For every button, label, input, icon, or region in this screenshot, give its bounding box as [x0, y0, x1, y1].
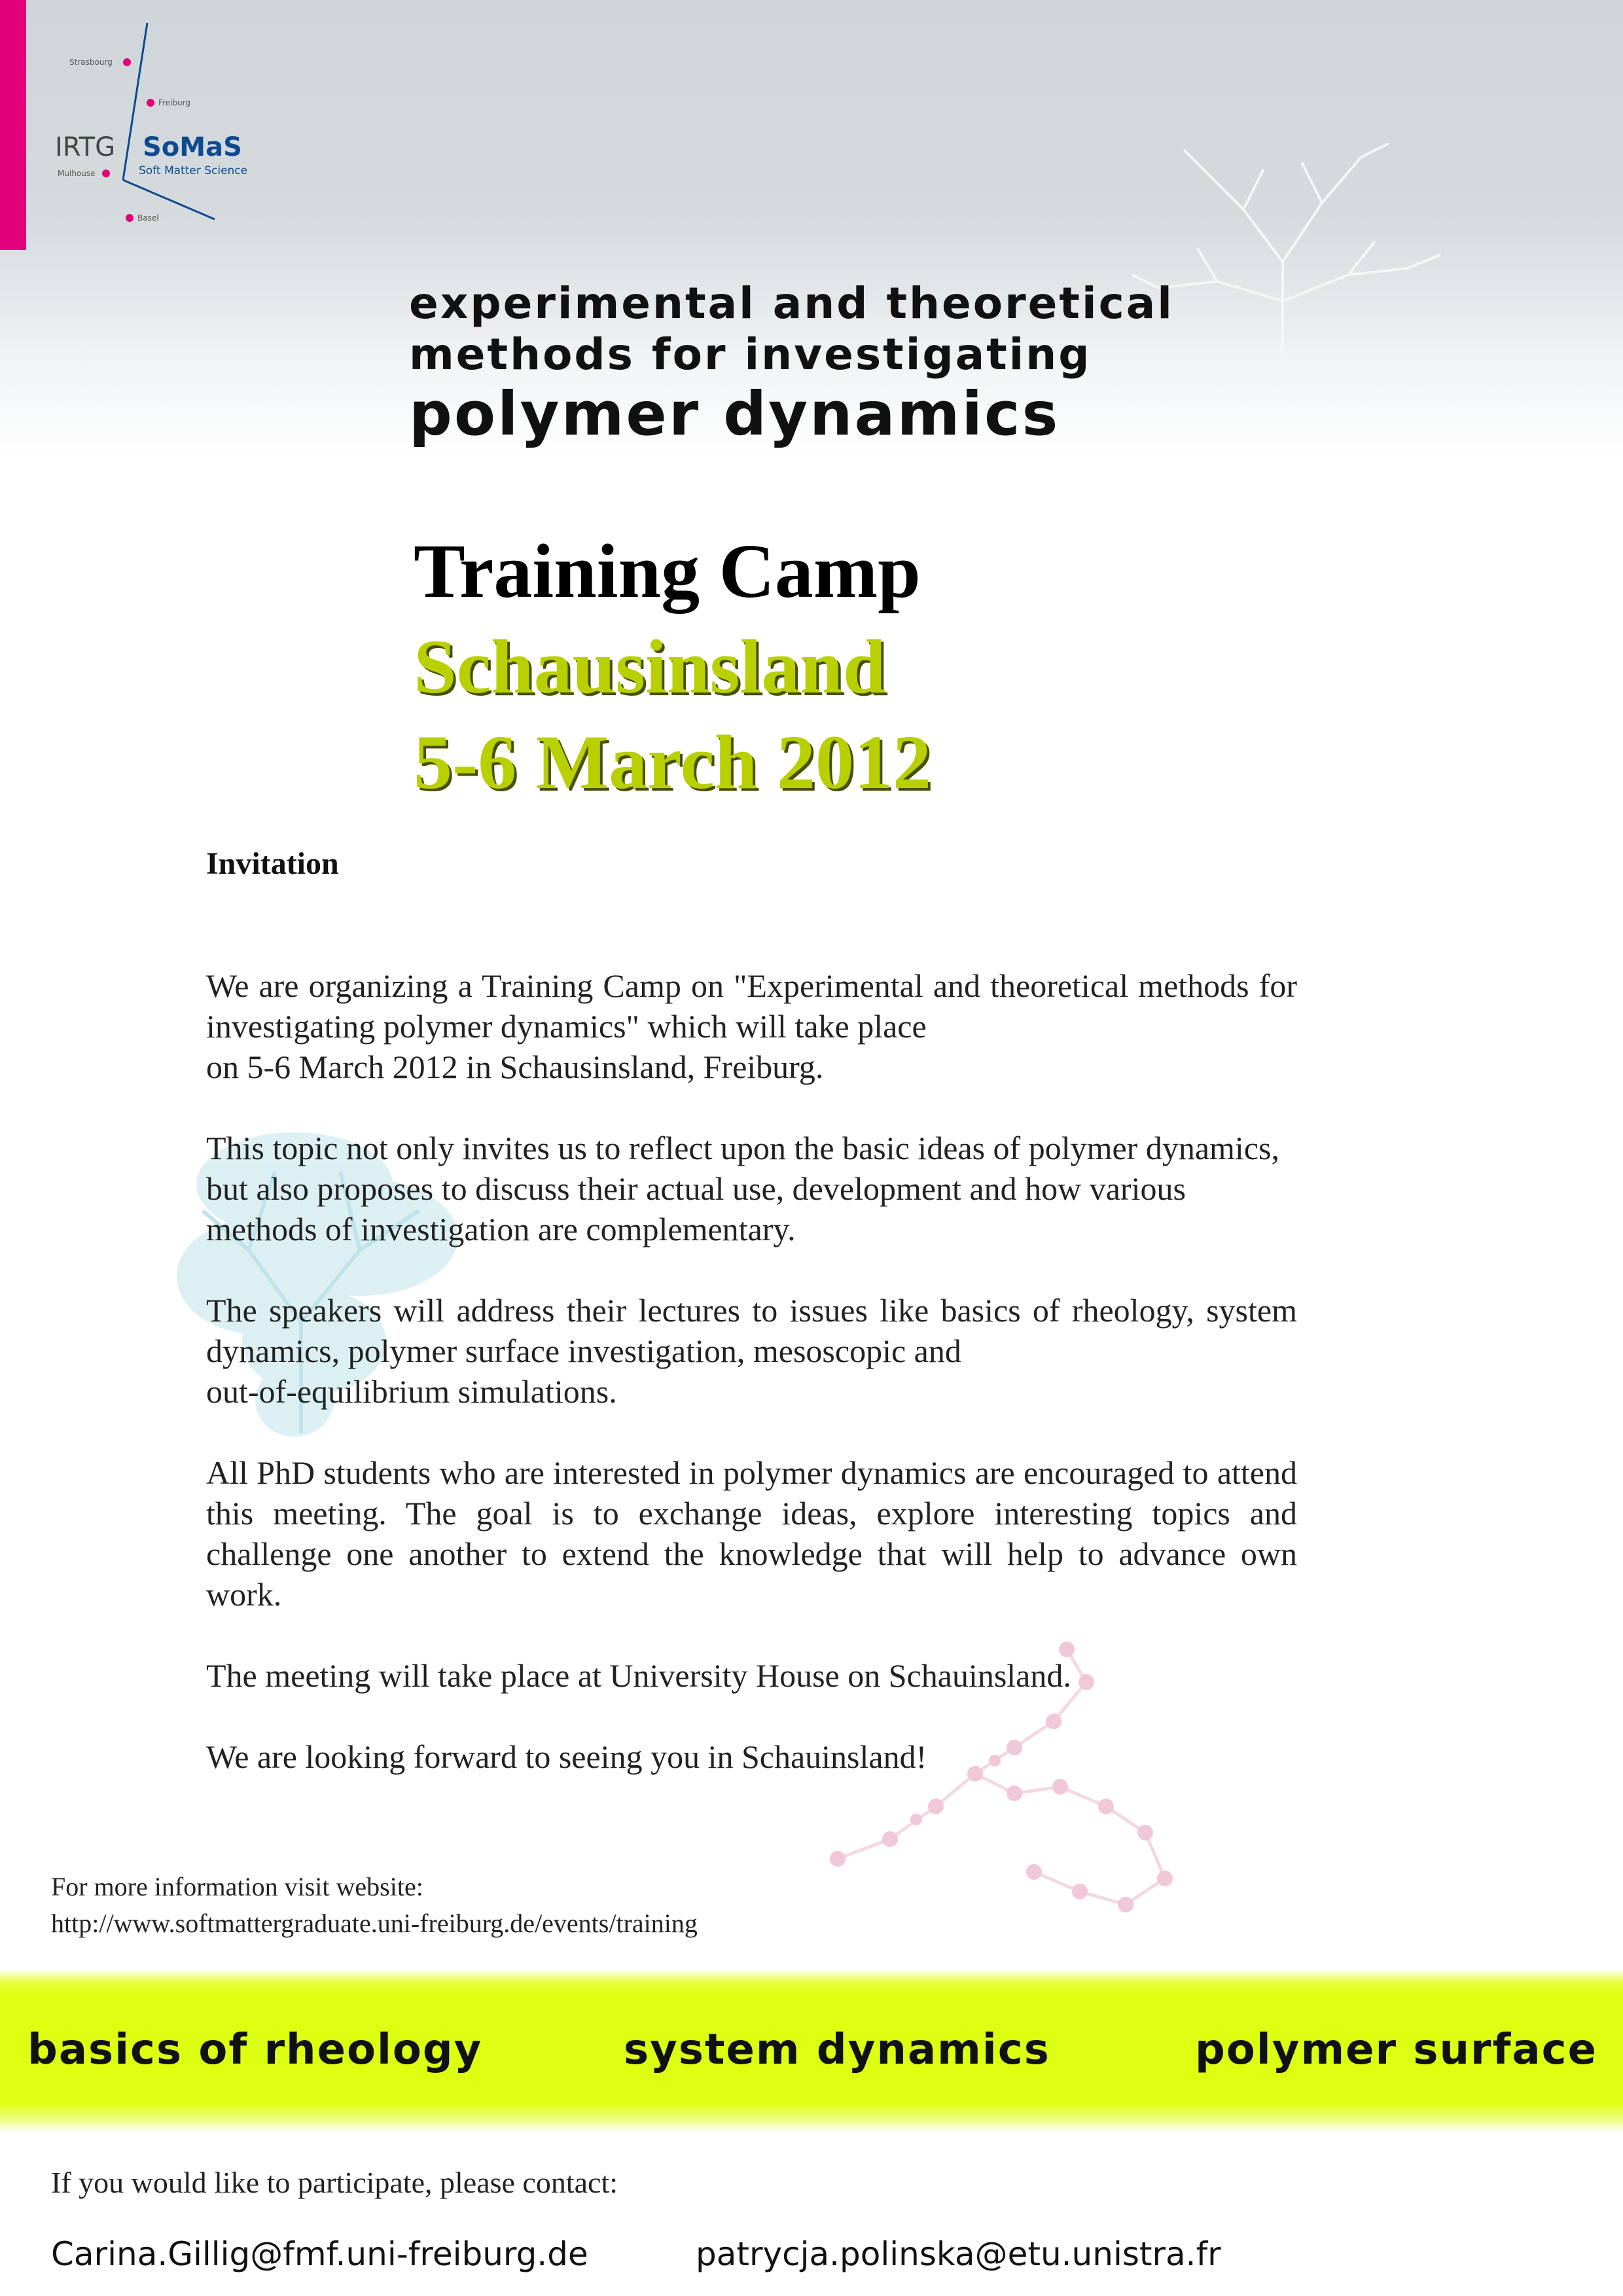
- main-title: [409, 278, 1174, 448]
- paragraph-3: [206, 1290, 1297, 1412]
- paragraph-3b: out-of-equilibrium simulations.: [206, 1373, 617, 1410]
- irtg-somas-logo: [46, 13, 281, 236]
- contact-email-2[interactable]: patrycja.polinska@etu.unistra.fr: [696, 2235, 1221, 2273]
- city-dot-basel: [126, 214, 134, 222]
- paragraph-6: We are looking forward to seeing you in Schauinsland!: [206, 1738, 927, 1775]
- city-strasbourg: Strasbourg: [69, 58, 113, 67]
- pink-accent-bar: [0, 0, 26, 250]
- city-mulhouse: Mulhouse: [58, 169, 96, 178]
- title-line-1: experimental and theoretical: [409, 278, 1174, 329]
- event-block: [414, 524, 931, 810]
- more-info-url[interactable]: http://www.softmattergraduate.uni-freiburg.de/events/training: [51, 1909, 698, 1938]
- title-line-2: methods for investigating: [409, 329, 1092, 380]
- logo-subtitle: Soft Matter Science: [139, 164, 248, 177]
- city-dot-mulhouse: [102, 170, 110, 177]
- logo-irtg: IRTG: [55, 132, 116, 162]
- paragraph-1b: on 5-6 March 2012 in Schausinsland, Freiburg.: [206, 1049, 824, 1085]
- event-date: 5-6 March 2012: [414, 719, 931, 805]
- logo-somas: SoMaS: [143, 132, 242, 162]
- event-location: Schausinsland: [414, 624, 886, 709]
- city-freiburg: Freiburg: [158, 98, 190, 107]
- paragraph-1: [206, 965, 1297, 1087]
- topic-basics-of-rheology: basics of rheology: [27, 2026, 483, 2074]
- event-name: Training Camp: [414, 528, 921, 614]
- paragraph-1a: We are organizing a Training Camp on "Experimental and theoretical methods for investigating polymer dynamics" which will take place: [206, 967, 1297, 1045]
- decorative-molecule-illustration: [798, 1623, 1230, 1964]
- city-dot-freiburg: [147, 99, 154, 107]
- contact-email-1[interactable]: Carina.Gillig@fmf.uni-freiburg.de: [51, 2235, 588, 2273]
- paragraph-2: This topic not only invites us to reflect upon the basic ideas of polymer dynamics, but also proposes to discuss their actual use, development and how various methods of investigation are complementary.: [206, 1130, 1279, 1247]
- city-basel: Basel: [137, 213, 159, 223]
- contact-label: If you would like to participate, please contact:: [51, 2166, 618, 2199]
- title-line-3: polymer dynamics: [409, 379, 1060, 449]
- topic-polymer-surface: polymer surface: [1195, 2026, 1597, 2074]
- city-dot-strasbourg: [123, 58, 131, 66]
- topic-system-dynamics: system dynamics: [624, 2026, 1050, 2074]
- more-info: [51, 1869, 698, 1942]
- paragraph-5: The meeting will take place at University House on Schauinsland.: [206, 1657, 1071, 1694]
- invitation-heading: Invitation: [206, 846, 339, 881]
- paragraph-4: All PhD students who are interested in polymer dynamics are encouraged to attend this meeting. The goal is to exchange ideas, explore interesting topics and challenge one another to extend the knowledge that will help to advance own work.: [206, 1454, 1297, 1613]
- logo-graphic: [46, 13, 281, 236]
- paragraph-3a: The speakers will address their lectures to issues like basics of rheology, system dynamics, polymer surface investigation, mesoscopic and: [206, 1292, 1297, 1369]
- more-info-label: For more information visit website:: [51, 1872, 423, 1901]
